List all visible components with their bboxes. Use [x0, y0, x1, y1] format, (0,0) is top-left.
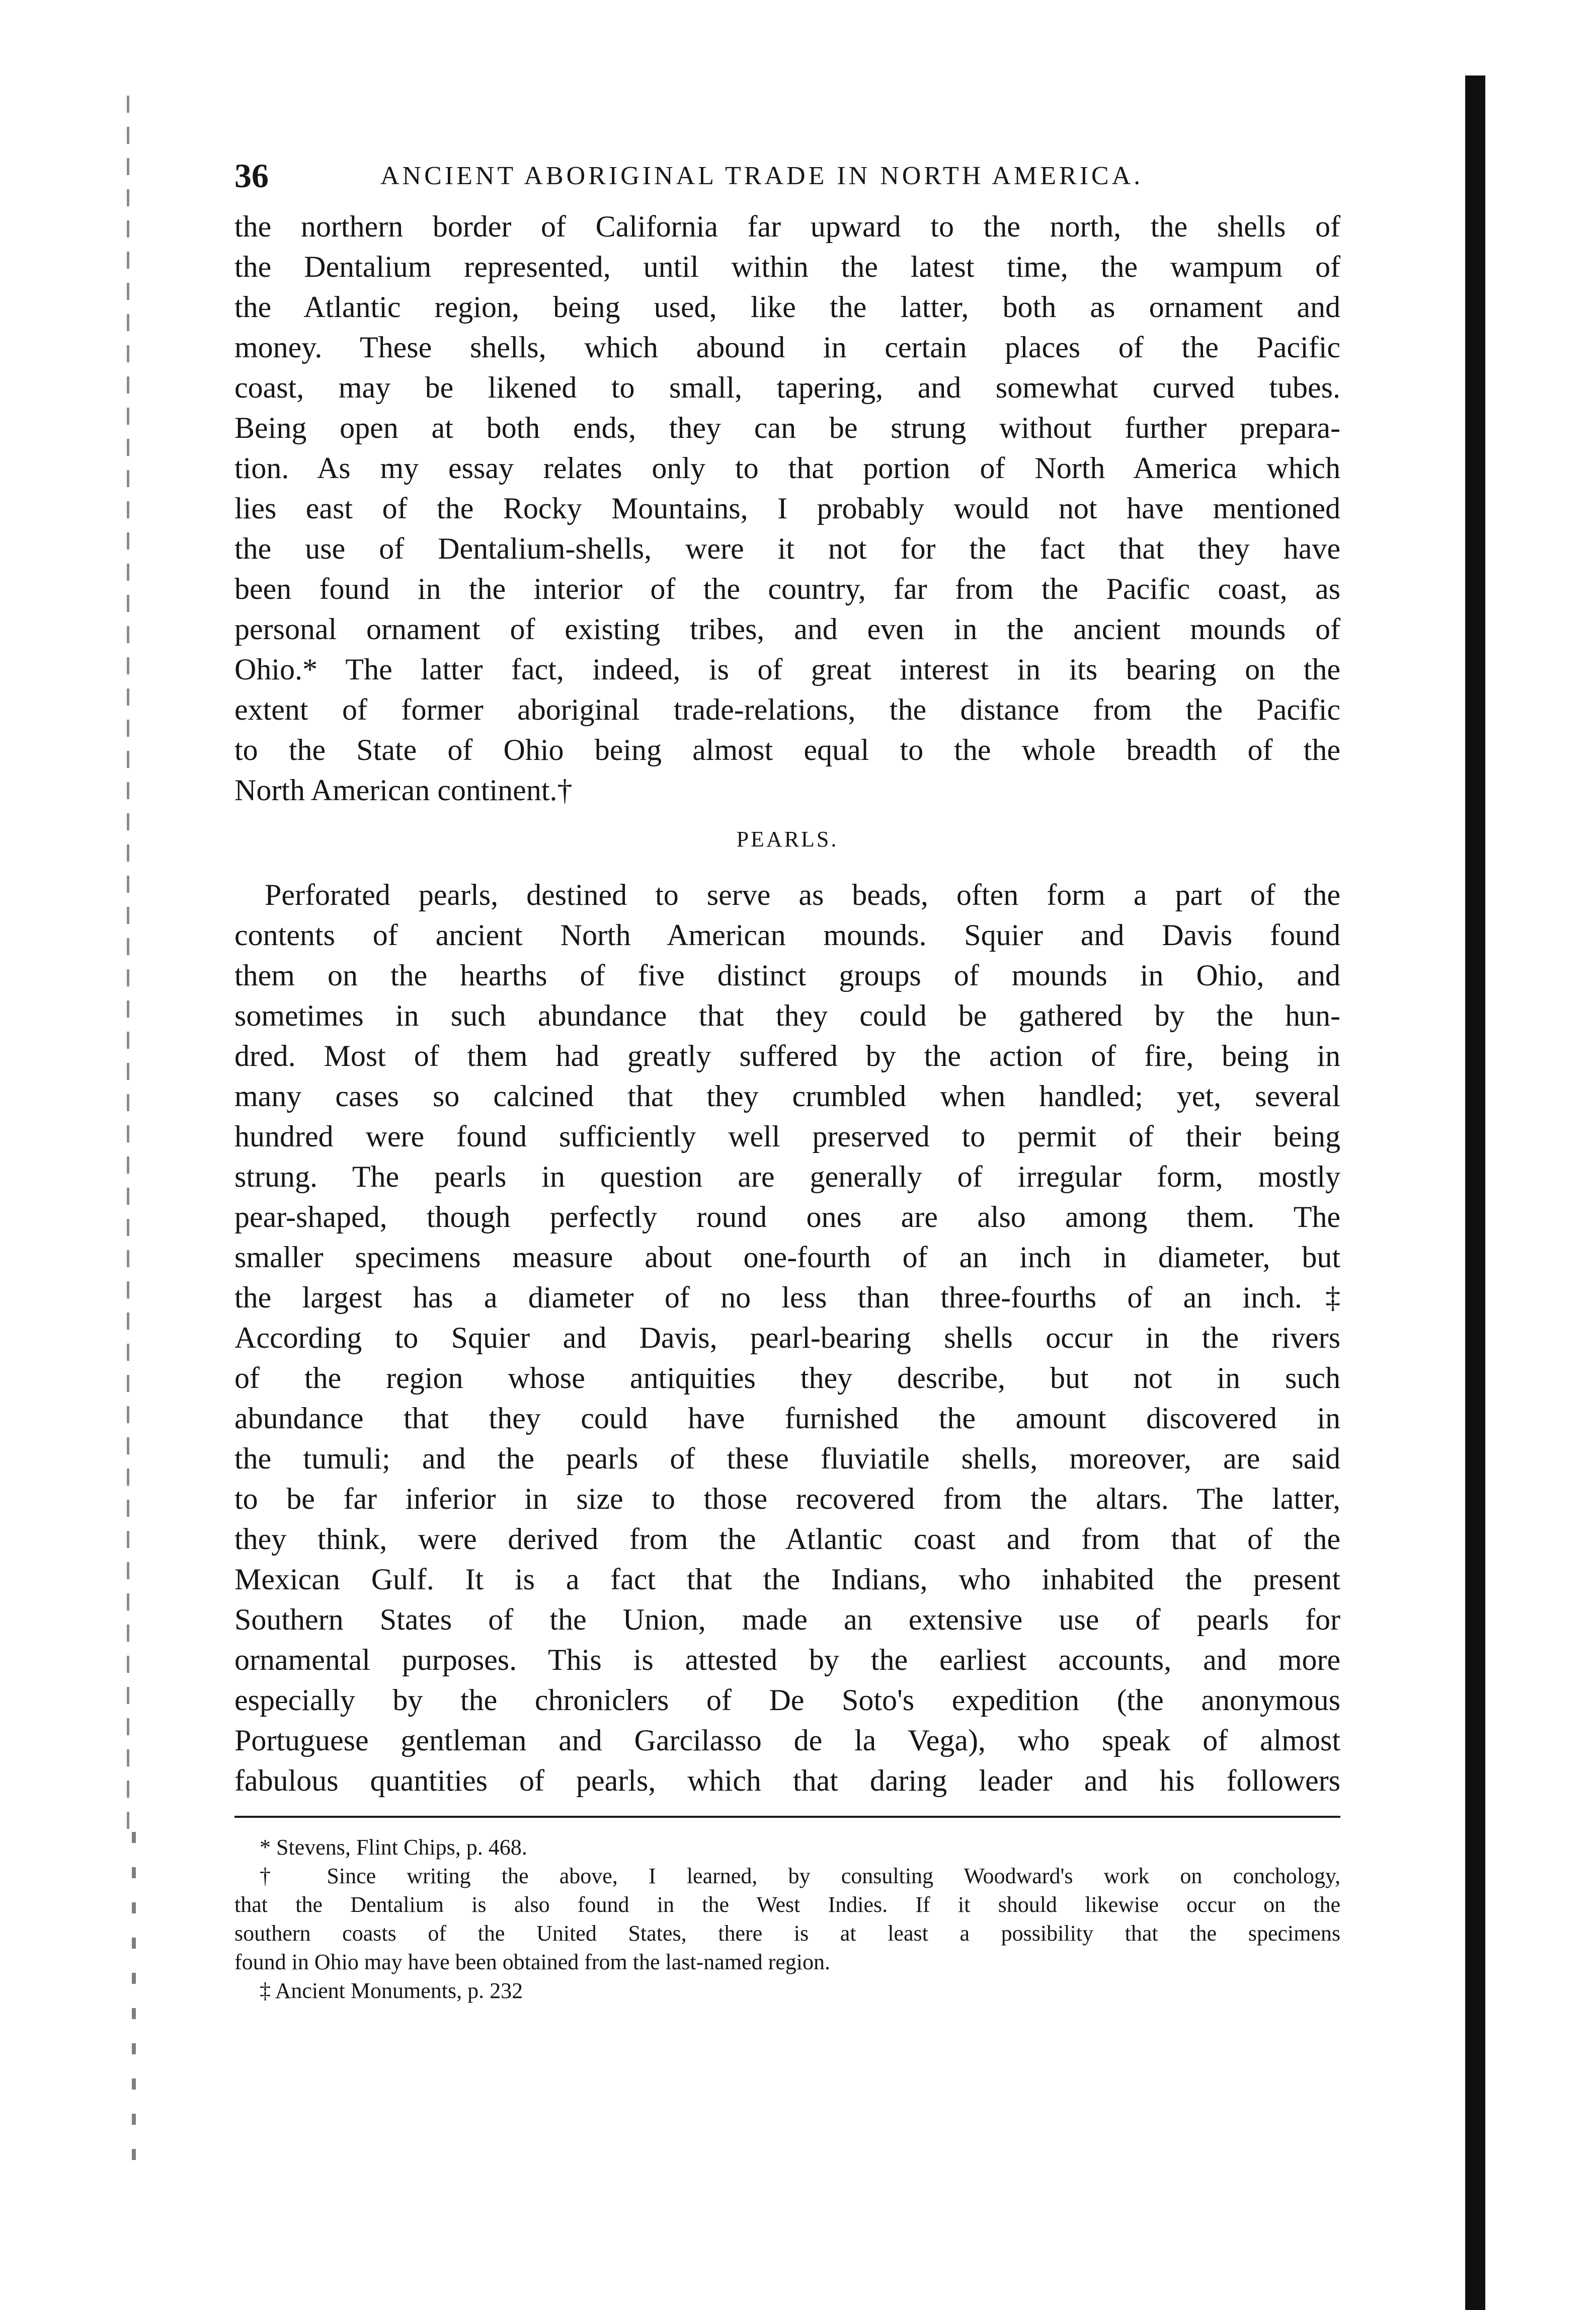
- footnote: southern coasts of the United States, there is at least a possibility that the specimens: [234, 1921, 1340, 1946]
- text-line: ornamental purposes. This is attested by the earliest accounts, and more: [234, 1643, 1340, 1676]
- section-heading: PEARLS.: [736, 827, 839, 852]
- text-line: the tumuli; and the pearls of these fluviatile shells, moreover, are said: [234, 1442, 1340, 1475]
- text-line: sometimes in such abundance that they could be gathered by the hun-: [234, 999, 1340, 1032]
- text-line: them on the hearths of five distinct groups of mounds in Ohio, and: [234, 959, 1340, 992]
- footnote-rule: [234, 1816, 1340, 1818]
- text-line: Southern States of the Union, made an extensive use of pearls for: [234, 1603, 1340, 1636]
- text-line: Being open at both ends, they can be strung without further prepara-: [234, 411, 1340, 444]
- footnote: found in Ohio may have been obtained from the last-named region.: [234, 1950, 830, 1974]
- text-line: fabulous quantities of pearls, which that daring leader and his followers: [234, 1764, 1340, 1797]
- text-line: the Atlantic region, being used, like the latter, both as ornament and: [234, 290, 1340, 324]
- footnote: * Stevens, Flint Chips, p. 468.: [260, 1835, 527, 1860]
- text-line: North American continent.†: [234, 774, 573, 807]
- text-line: to be far inferior in size to those recovered from the altars. The latter,: [234, 1482, 1340, 1515]
- text-line: tion. As my essay relates only to that portion of North America which: [234, 451, 1340, 485]
- running-title: ANCIENT ABORIGINAL TRADE IN NORTH AMERICA.: [380, 162, 1144, 190]
- text-line: extent of former aboriginal trade-relations, the distance from the Pacific: [234, 693, 1340, 726]
- book-page: [234, 156, 1340, 2005]
- text-line: the northern border of California far upward to the north, the shells of: [234, 210, 1340, 243]
- scan-edge-left: [127, 96, 129, 1842]
- text-line: money. These shells, which abound in certain places of the Pacific: [234, 331, 1340, 364]
- paragraph-pearls: [234, 875, 1340, 1801]
- text-line: abundance that they could have furnished the amount discovered in: [234, 1402, 1340, 1435]
- text-line: been found in the interior of the country, far from the Pacific coast, as: [234, 572, 1340, 605]
- text-line: the Dentalium represented, until within the latest time, the wampum of: [234, 250, 1340, 283]
- scan-edge-left-lower: [132, 1832, 136, 2184]
- text-line: especially by the chroniclers of De Soto's expedition (the anonymous: [234, 1683, 1340, 1717]
- text-line: smaller specimens measure about one-fourth of an inch in diameter, but: [234, 1241, 1340, 1274]
- text-line: According to Squier and Davis, pearl-bearing shells occur in the rivers: [234, 1321, 1340, 1354]
- text-line: to the State of Ohio being almost equal to the whole breadth of the: [234, 733, 1340, 766]
- text-line: Portuguese gentleman and Garcilasso de la Vega), who speak of almost: [234, 1724, 1340, 1757]
- text-line: personal ornament of existing tribes, and even in the ancient mounds of: [234, 612, 1340, 646]
- text-line: contents of ancient North American mounds. Squier and Davis found: [234, 918, 1340, 952]
- scan-edge-right: [1465, 75, 1485, 2310]
- text-line: many cases so calcined that they crumbled when handled; yet, several: [234, 1080, 1340, 1113]
- text-line: pear-shaped, though perfectly round ones are also among them. The: [234, 1200, 1340, 1234]
- footnotes: [234, 1833, 1340, 2005]
- footnote: † Since writing the above, I learned, by consulting Woodward's work on conchology,: [260, 1864, 1340, 1888]
- page-number: 36: [234, 157, 269, 195]
- footnote: ‡ Ancient Monuments, p. 232: [260, 1978, 523, 2003]
- text-line: of the region whose antiquities they describe, but not in such: [234, 1361, 1340, 1395]
- text-line: coast, may be likened to small, tapering, and somewhat curved tubes.: [234, 371, 1340, 404]
- text-line: Perforated pearls, destined to serve as beads, often form a part of the: [265, 878, 1340, 911]
- text-line: Ohio.* The latter fact, indeed, is of great interest in its bearing on the: [234, 653, 1340, 686]
- paragraph-dentalium: [234, 206, 1340, 810]
- text-line: dred. Most of them had greatly suffered by the action of fire, being in: [234, 1039, 1340, 1072]
- text-line: they think, were derived from the Atlantic coast and from that of the: [234, 1522, 1340, 1556]
- text-line: strung. The pearls in question are generally of irregular form, mostly: [234, 1160, 1340, 1193]
- text-line: Mexican Gulf. It is a fact that the Indians, who inhabited the present: [234, 1563, 1340, 1596]
- running-head: [234, 156, 1340, 206]
- text-line: the largest has a diameter of no less than three-fourths of an inch.‡: [234, 1281, 1340, 1314]
- text-line: lies east of the Rocky Mountains, I probably would not have mentioned: [234, 492, 1340, 525]
- text-line: the use of Dentalium-shells, were it not for the fact that they have: [234, 532, 1340, 565]
- footnote: that the Dentalium is also found in the West Indies. If it should likewise occur on the: [234, 1892, 1340, 1917]
- text-line: hundred were found sufficiently well preserved to permit of their being: [234, 1120, 1340, 1153]
